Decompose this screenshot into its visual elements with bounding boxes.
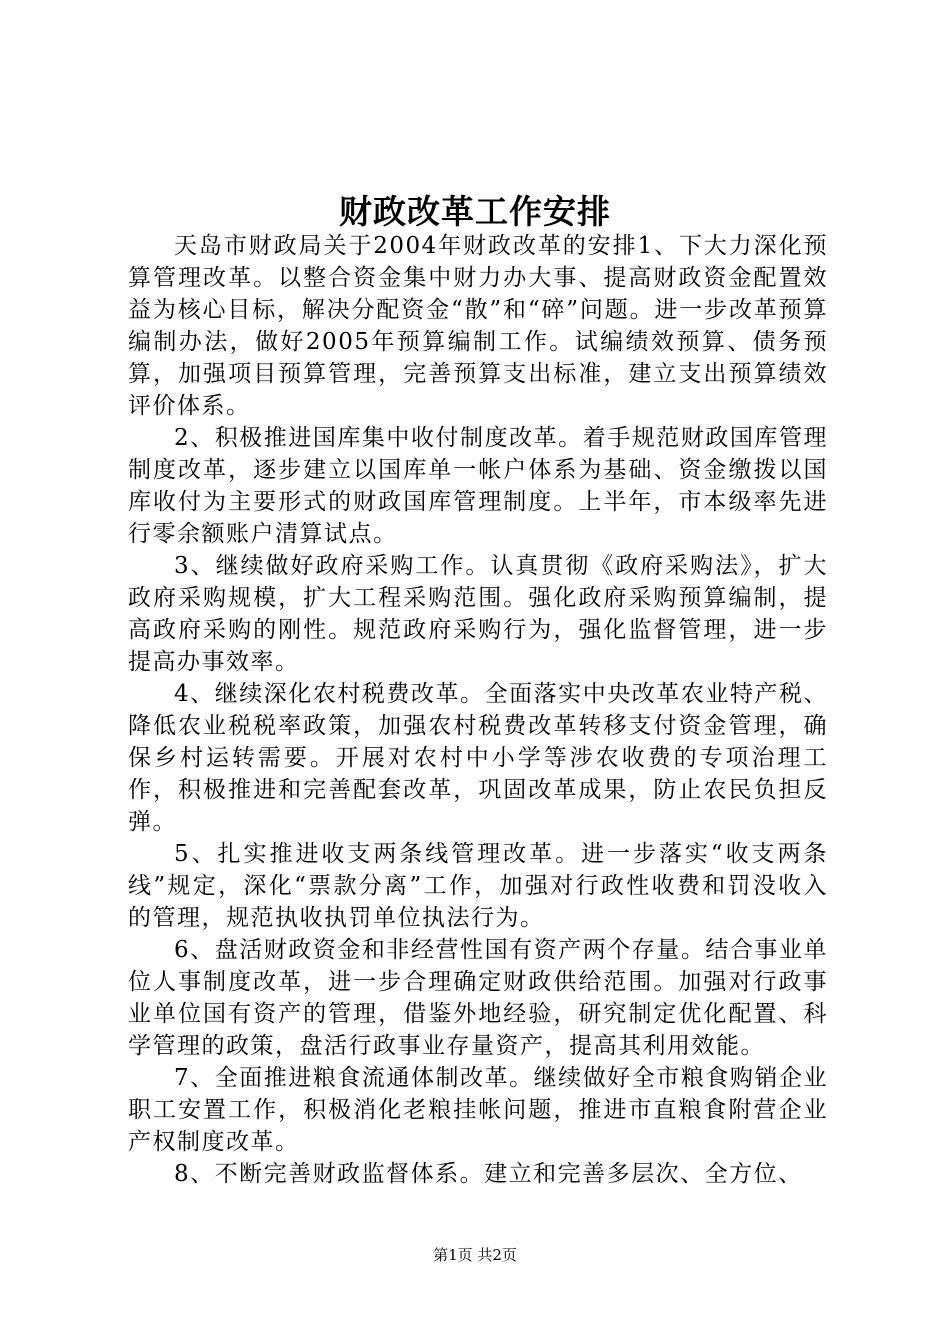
paragraph-2: 2、积极推进国库集中收付制度改革。着手规范财政国库管理制度改革，逐步建立以国库单一帐户体系为基础、资金缴拨以国库收付为主要形式的财政国库管理制度。上半年，市本级率先进行零余额账户清算试点。	[128, 425, 828, 547]
paragraph-4: 4、继续深化农村税费改革。全面落实中央改革农业特产税、降低农业税税率政策，加强农村税费改革转移支付资金管理，确保乡村运转需要。开展对农村中小学等涉农收费的专项治理工作，积极推进和完善配套改革，巩固改革成果，防止农民负担反弹。	[128, 681, 828, 835]
paragraph-8: 8、不断完善财政监督体系。建立和完善多层次、全方位、	[174, 1161, 803, 1187]
paragraph-intro: 天岛市财政局关于2004年财政改革的安排1、下大力深化预算管理改革。以整合资金集中财力办大事、提高财政资金配置效益为核心目标，解决分配资金“散”和“碎”问题。进一步改革预算编制办法，做好2005年预算编制工作。试编绩效预算、债务预算，加强项目预算管理，完善预算支出标准，建立支出预算绩效评价体系。	[128, 233, 828, 419]
page-footer: 第1页 共2页	[433, 1246, 517, 1264]
paragraph-6: 6、盘活财政资金和非经营性国有资产两个存量。结合事业单位人事制度改革，进一步合理确定财政供给范围。加强对行政事业单位国有资产的管理，借鉴外地经验，研究制定优化配置、科学管理的政策，盘活行政事业存量资产，提高其利用效能。	[128, 937, 828, 1059]
paragraph-7: 7、全面推进粮食流通体制改革。继续做好全市粮食购销企业职工安置工作，积极消化老粮挂帐问题，推进市直粮食附营企业产权制度改革。	[128, 1065, 828, 1155]
paragraph-3: 3、继续做好政府采购工作。认真贯彻《政府采购法》，扩大政府采购规模，扩大工程采购范围。强化政府采购预算编制，提高政府采购的刚性。规范政府采购行为，强化监督管理，进一步提高办事效率。	[128, 553, 828, 675]
document-body	[128, 230, 828, 1190]
paragraph-5: 5、扎实推进收支两条线管理改革。进一步落实“收支两条线”规定，深化“票款分离”工作，加强对行政性收费和罚没收入的管理，规范执收执罚单位执法行为。	[128, 841, 828, 931]
document-title: 财政改革工作安排	[339, 192, 611, 231]
